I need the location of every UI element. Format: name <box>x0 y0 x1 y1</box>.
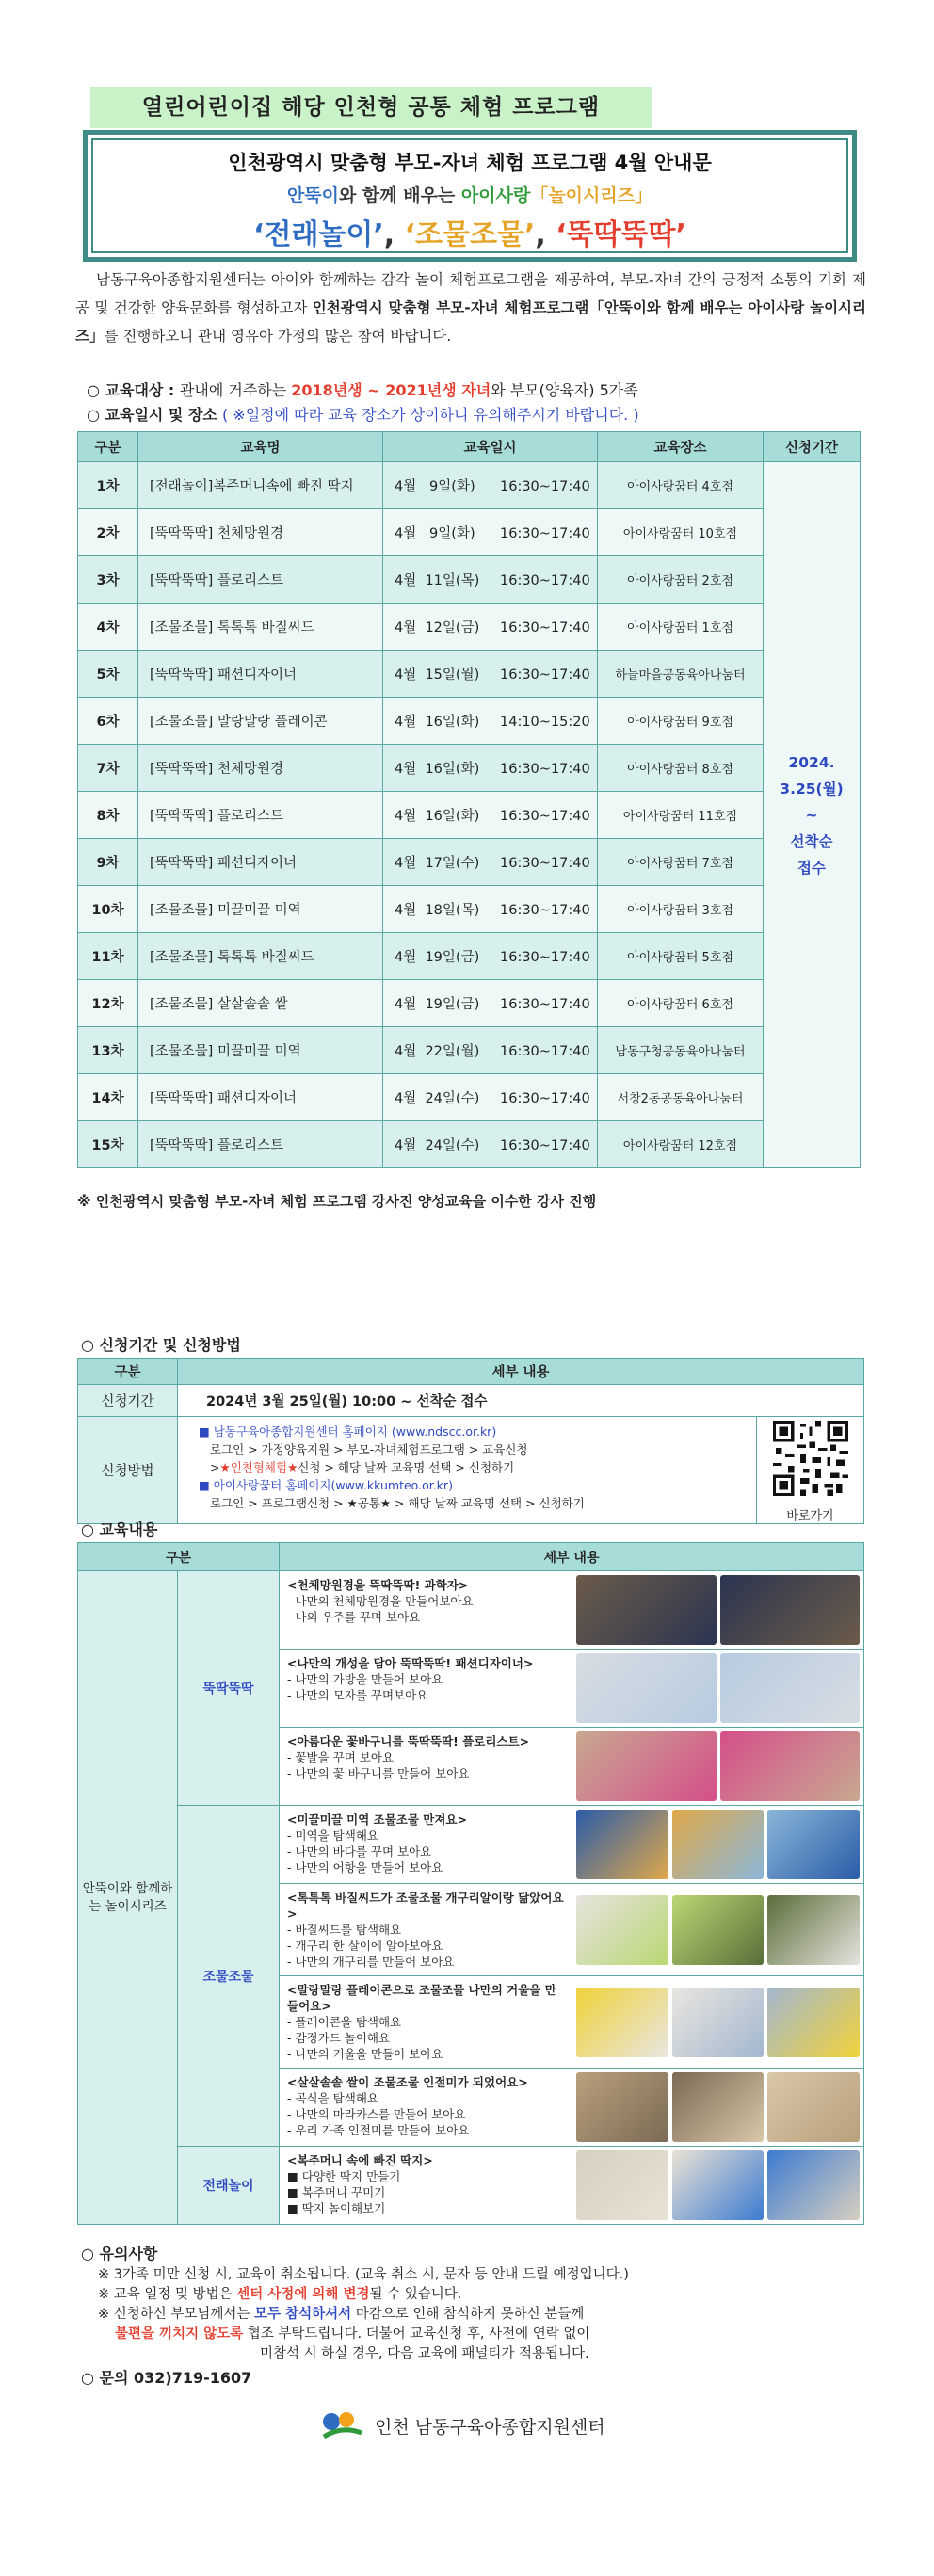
session-datetime <box>383 1027 598 1074</box>
session-date: 4월 12일(금) <box>395 620 480 636</box>
note-2: ※ 교육 일정 및 방법은 센터 사정에 의해 변경될 수 있습니다. <box>98 2287 462 2302</box>
activity-title: <나만의 개성을 담아 뚝딱뚝딱! 패션디자이너> <box>287 1656 534 1670</box>
activity-detail: - 감정카드 놀이해요 <box>287 2031 391 2045</box>
schedule-row <box>78 980 861 1027</box>
session-datetime <box>383 509 598 556</box>
note-3-highlight-2: 불편을 끼치지 않도록 <box>115 2326 244 2342</box>
session-datetime <box>383 980 598 1027</box>
content-group-name: 전래놀이 <box>178 2147 280 2225</box>
session-time: 16:30~17:40 <box>500 1138 590 1153</box>
target-text: 관내에 거주하는 <box>179 381 292 399</box>
program-title-ttukttak: ‘뚝딱뚝딱’ <box>556 218 686 251</box>
activity-detail: - 나만의 어항을 만들어 보아요 <box>287 1860 443 1875</box>
activity-title: <살살솔솔 쌀이 조물조물 인절미가 되었어요> <box>287 2075 528 2089</box>
session-number: 6차 <box>78 698 138 745</box>
session-date: 4월 19일(금) <box>395 997 480 1012</box>
schedule-table <box>77 431 861 1168</box>
schedule-row <box>78 1027 861 1074</box>
activity-detail: ■ 다양한 딱지 만들기 <box>287 2169 401 2183</box>
session-date: 4월 17일(수) <box>395 856 480 871</box>
session-time: 16:30~17:40 <box>500 809 590 824</box>
target-age-range: 2018년생 ~ 2021년생 자녀 <box>291 381 491 399</box>
activity-detail: - 플레이콘을 탐색해요 <box>287 2015 402 2029</box>
schedule-info-line <box>87 403 639 425</box>
contact: ○ 문의 032)719-1607 <box>81 2369 252 2387</box>
schedule-row <box>78 839 861 886</box>
session-name: [뚝딱뚝딱] 플로리스트 <box>138 556 383 604</box>
session-name: [조물조물] 톡톡톡 바질씨드 <box>138 933 383 980</box>
activity-detail: - 나만의 꽃 바구니를 만들어 보아요 <box>287 1766 470 1780</box>
program-titles <box>93 211 846 252</box>
session-name: [뚝딱뚝딱] 천체망원경 <box>138 509 383 556</box>
session-date: 4월 22일(월) <box>395 1044 480 1059</box>
session-datetime <box>383 745 598 792</box>
session-date: 4월 16일(화) <box>395 762 480 777</box>
title-inner <box>91 138 848 253</box>
schedule-row <box>78 933 861 980</box>
content-description <box>280 1806 572 1884</box>
period-value: 2024년 3월 25일(월) 10:00 ~ 선착순 접수 <box>178 1385 864 1417</box>
activity-photo-image <box>576 1988 668 2057</box>
intro-program-name: 인천광역시 맞춤형 부모-자녀 체험프로그램「안뚝이와 함께 배우는 아이사랑 놀이시리즈」 <box>75 299 866 345</box>
session-number: 10차 <box>78 886 138 933</box>
session-number: 15차 <box>78 1121 138 1168</box>
session-name: [조물조물] 살살솔솔 쌀 <box>138 980 383 1027</box>
session-number: 9차 <box>78 839 138 886</box>
session-time: 16:30~17:40 <box>500 903 590 918</box>
intro-paragraph <box>75 266 866 350</box>
content-row <box>78 1571 864 1650</box>
schedule-info-note: ( ※일정에 따라 교육 장소가 상이하니 유의해주시기 바랍니다. ) <box>221 406 639 424</box>
session-number: 2차 <box>78 509 138 556</box>
session-name: [뚝딱뚝딱] 패션디자이너 <box>138 1074 383 1121</box>
content-row <box>78 2147 864 2225</box>
note-3-highlight: 모두 참석하셔서 <box>254 2307 352 2322</box>
schedule-row <box>78 462 861 509</box>
activity-photo-image <box>672 2072 765 2142</box>
session-date: 4월 18일(목) <box>395 903 480 918</box>
subtitle-text: 와 함께 배우는 <box>338 185 461 206</box>
content-header-col1: 구분 <box>78 1543 280 1571</box>
session-name: [뚝딱뚝딱] 플로리스트 <box>138 1121 383 1168</box>
activity-detail: - 나만의 거울을 만들어 보아요 <box>287 2047 443 2061</box>
content-group-name: 뚝딱뚝딱 <box>178 1571 280 1806</box>
session-number: 3차 <box>78 556 138 604</box>
activity-photos <box>572 1976 864 2069</box>
session-time: 16:30~17:40 <box>500 856 590 871</box>
activity-detail: - 나의 우주를 꾸며 보아요 <box>287 1610 421 1624</box>
activity-detail: - 미역을 탐색해요 <box>287 1828 378 1843</box>
session-name: [조물조물] 말랑말랑 플레이콘 <box>138 698 383 745</box>
session-place: 하늘마을공동육아나눔터 <box>598 651 764 698</box>
session-place: 아이사랑꿈터 3호점 <box>598 886 764 933</box>
footer <box>318 2408 605 2442</box>
activity-detail: - 나만의 개구리를 만들어 보아요 <box>287 1955 455 1969</box>
activity-photo-image <box>576 1575 717 1645</box>
content-description <box>280 1884 572 1976</box>
url-kkumteo[interactable]: (www.kkumteo.or.kr) <box>330 1478 453 1492</box>
activity-detail: - 나만의 천체망원경을 만들어보아요 <box>287 1594 474 1608</box>
session-time: 16:30~17:40 <box>500 668 590 683</box>
content-group-name: 조물조물 <box>178 1806 280 2147</box>
intro-text: 남동구육아종합지원센터는 아이와 함께하는 감각 놀이 체험프로그램을 제공하여, 부모-자녀 간의 긍정적 소통의 기회 제공 및 건강한 양육문화를 형성하고자 <box>75 271 866 316</box>
intro-text-end: 를 진행하오니 관내 영유아 가정의 많은 참여 바랍니다. <box>104 328 452 345</box>
session-datetime <box>383 839 598 886</box>
session-name: [뚝딱뚝딱] 플로리스트 <box>138 792 383 839</box>
period-text: 접수 <box>797 859 826 877</box>
url-ndscc[interactable]: (www.ndscc.or.kr) <box>391 1425 497 1439</box>
apply-section-title: ○ 신청기간 및 신청방법 <box>81 1336 241 1354</box>
activity-detail: - 꽃발을 꾸며 보아요 <box>287 1750 395 1764</box>
subtitle-series: 「놀이시리즈」 <box>530 185 653 206</box>
period-text: ~ <box>805 806 818 824</box>
activity-detail: - 나만의 가방을 만들어 보아요 <box>287 1672 443 1686</box>
content-category: 안뚝이와 함께하는 놀이시리즈 <box>78 1571 178 2225</box>
activity-detail: - 곡식을 탐색해요 <box>287 2091 378 2105</box>
session-date: 4월 9일(화) <box>395 526 475 541</box>
session-place: 서창2동공동육아나눔터 <box>598 1074 764 1121</box>
session-date: 4월 16일(화) <box>395 809 480 824</box>
activity-photo-image <box>767 1988 860 2057</box>
session-place: 아이사랑꿈터 7호점 <box>598 839 764 886</box>
activity-photos <box>572 2069 864 2147</box>
activity-title: <아름다운 꽃바구니를 뚝딱뚝딱! 플로리스트> <box>287 1734 530 1748</box>
content-description <box>280 2069 572 2147</box>
activity-title: <톡톡톡 바질씨드가 조물조물 개구리알이랑 닮았어요> <box>287 1891 564 1921</box>
subtitle-mascot: 안뚝이 <box>286 185 339 206</box>
activity-title: <복주머니 속에 빠진 딱지> <box>287 2153 433 2167</box>
session-datetime <box>383 886 598 933</box>
method-details <box>178 1417 757 1524</box>
activity-photo-image <box>576 2072 668 2142</box>
notes-section <box>81 2244 872 2388</box>
footer-org-name: 인천 남동구육아종합지원센터 <box>375 2416 605 2438</box>
method-label: 신청방법 <box>78 1417 178 1524</box>
session-name: [조물조물] 톡톡톡 바질씨드 <box>138 604 383 651</box>
apply-table <box>77 1358 864 1524</box>
target-label: ○ 교육대상 : <box>87 381 180 399</box>
content-header-col2: 세부 내용 <box>280 1543 864 1571</box>
note-3: ※ 신청하신 부모님께서는 모두 참석하셔서 마감으로 인해 참석하지 못하신 분들께 <box>98 2307 585 2322</box>
session-time: 16:30~17:40 <box>500 573 590 588</box>
program-sep: , <box>535 218 556 251</box>
session-number: 11차 <box>78 933 138 980</box>
path-kkumteo: 로그인 > 프로그램신청 > ★공통★ > 해당 날짜 교육명 선택 > 신청하기 <box>210 1496 585 1510</box>
session-datetime <box>383 698 598 745</box>
period-text: 2024. <box>788 753 835 771</box>
session-time: 16:30~17:40 <box>500 1091 590 1106</box>
activity-detail: - 나만의 바다를 꾸며 보아요 <box>287 1844 432 1859</box>
header-period: 신청기간 <box>764 432 861 462</box>
activity-photo-image <box>672 2150 765 2220</box>
qr-cell[interactable] <box>757 1417 864 1524</box>
footnote: ※ 인천광역시 맞춤형 부모-자녀 체험 프로그램 강사진 양성교육을 이수한 강사 진행 <box>77 1193 597 1210</box>
activity-photos <box>572 2147 864 2225</box>
content-row <box>78 1806 864 1884</box>
schedule-row <box>78 556 861 604</box>
session-number: 1차 <box>78 462 138 509</box>
activity-photo-image <box>720 1575 861 1645</box>
session-time: 16:30~17:40 <box>500 1044 590 1059</box>
session-time: 16:30~17:40 <box>500 997 590 1012</box>
apply-header-col2: 세부 내용 <box>178 1359 864 1385</box>
session-datetime <box>383 556 598 604</box>
title-box <box>83 130 857 262</box>
period-label: 신청기간 <box>78 1385 178 1417</box>
session-name: [뚝딱뚝딱] 패션디자이너 <box>138 839 383 886</box>
program-title-traditional: ‘전래놀이’ <box>253 218 384 251</box>
session-number: 5차 <box>78 651 138 698</box>
session-time: 16:30~17:40 <box>500 479 590 494</box>
session-place: 아이사랑꿈터 11호점 <box>598 792 764 839</box>
activity-detail: - 바질씨드를 탐색해요 <box>287 1923 402 1937</box>
session-number: 4차 <box>78 604 138 651</box>
qr-code-icon[interactable] <box>773 1421 848 1496</box>
session-date: 4월 24일(수) <box>395 1138 480 1153</box>
schedule-row <box>78 745 861 792</box>
activity-photos <box>572 1884 864 1976</box>
note-3-end: 미참석 시 하실 경우, 다음 교육에 패널티가 적용됩니다. <box>260 2346 589 2361</box>
path-ndscc-1: 로그인 > 가정양육지원 > 부모-자녀체험프로그램 > 교육신청 <box>210 1442 528 1457</box>
header-datetime: 교육일시 <box>383 432 598 462</box>
schedule-row <box>78 792 861 839</box>
session-place: 아이사랑꿈터 5호점 <box>598 933 764 980</box>
session-place: 아이사랑꿈터 2호점 <box>598 556 764 604</box>
link-ndscc[interactable]: ■ 남동구육아종합지원센터 홈페이지 <box>199 1425 388 1439</box>
session-place: 아이사랑꿈터 12호점 <box>598 1121 764 1168</box>
activity-photo-image <box>576 1653 717 1723</box>
session-date: 4월 15일(월) <box>395 668 480 683</box>
session-time: 14:10~15:20 <box>500 715 590 730</box>
session-date: 4월 19일(금) <box>395 950 480 965</box>
session-date: 4월 24일(수) <box>395 1091 480 1106</box>
schedule-row <box>78 1074 861 1121</box>
activity-photo-image <box>576 1895 668 1965</box>
activity-photos <box>572 1571 864 1650</box>
program-title-jomul: ‘조물조물’ <box>404 218 536 251</box>
activity-photos <box>572 1728 864 1806</box>
session-datetime <box>383 792 598 839</box>
activity-photo-image <box>672 1895 765 1965</box>
content-description <box>280 1976 572 2069</box>
session-place: 아이사랑꿈터 6호점 <box>598 980 764 1027</box>
subtitle <box>93 182 846 207</box>
period-text: 3.25(월) <box>780 780 844 797</box>
activity-photo-image <box>767 1810 860 1879</box>
schedule-body <box>78 462 861 1168</box>
program-sep: , <box>383 218 405 251</box>
incheon-tag: ★인천형체험★ <box>219 1460 298 1474</box>
session-datetime <box>383 462 598 509</box>
activity-detail: - 우리 가족 인절미를 만들어 보아요 <box>287 2123 470 2137</box>
activity-photo-image <box>767 2072 860 2142</box>
activity-photo-image <box>576 2150 668 2220</box>
activity-detail: ■ 복주머니 꾸미기 <box>287 2185 386 2199</box>
session-place: 아이사랑꿈터 8호점 <box>598 745 764 792</box>
header-name: 교육명 <box>138 432 383 462</box>
session-date: 4월 16일(화) <box>395 715 480 730</box>
schedule-row <box>78 886 861 933</box>
session-place: 남동구청공동육아나눔터 <box>598 1027 764 1074</box>
qr-label[interactable]: 바로가기 <box>786 1509 834 1523</box>
application-period <box>764 462 861 1168</box>
session-time: 16:30~17:40 <box>500 762 590 777</box>
content-section-title: ○ 교육내용 <box>81 1521 158 1538</box>
activity-detail: ■ 딱지 놀이해보기 <box>287 2201 386 2215</box>
session-time: 16:30~17:40 <box>500 950 590 965</box>
session-number: 13차 <box>78 1027 138 1074</box>
content-description <box>280 1650 572 1728</box>
schedule-row <box>78 698 861 745</box>
session-date: 4월 9일(화) <box>395 479 475 494</box>
activity-photo-image <box>672 1810 765 1879</box>
session-datetime <box>383 1121 598 1168</box>
activity-photos <box>572 1650 864 1728</box>
activity-photo-image <box>672 1988 765 2057</box>
session-name: [뚝딱뚝딱] 천체망원경 <box>138 745 383 792</box>
session-number: 12차 <box>78 980 138 1027</box>
activity-detail: - 나만의 모자를 꾸며보아요 <box>287 1688 428 1702</box>
top-banner: 열린어린이집 해당 인천형 공통 체험 프로그램 <box>90 87 652 128</box>
session-name: [조물조물] 미끌미끌 미역 <box>138 1027 383 1074</box>
session-number: 7차 <box>78 745 138 792</box>
session-place: 아이사랑꿈터 4호점 <box>598 462 764 509</box>
schedule-row <box>78 509 861 556</box>
session-time: 16:30~17:40 <box>500 620 590 636</box>
note-1: ※ 3가족 미만 신청 시, 교육이 취소됩니다. (교육 취소 시, 문자 등 안내 드릴 예정입니다.) <box>98 2267 629 2282</box>
activity-photo-image <box>576 1731 717 1801</box>
note-2-highlight: 센터 사정에 의해 변경 <box>236 2287 370 2302</box>
activity-title: <천체망원경을 뚝딱뚝딱! 과학자> <box>287 1578 469 1592</box>
schedule-info-label: ○ 교육일시 및 장소 <box>87 406 217 424</box>
content-description <box>280 2147 572 2225</box>
activity-photos <box>572 1806 864 1884</box>
session-place: 아이사랑꿈터 9호점 <box>598 698 764 745</box>
target-text-end: 와 부모(양육자) 5가족 <box>491 381 638 399</box>
note-3-cont: 불편을 끼치지 않도록 협조 부탁드립니다. 더불어 교육신청 후, 사전에 연락 없이 <box>115 2326 590 2342</box>
notes-title: ○ 유의사항 <box>81 2245 158 2262</box>
schedule-row <box>78 604 861 651</box>
activity-photo-image <box>720 1653 861 1723</box>
session-datetime <box>383 651 598 698</box>
link-kkumteo[interactable]: ■ 아이사랑꿈터 홈페이지 <box>199 1478 331 1492</box>
subtitle-brand: 아이사랑 <box>460 185 531 206</box>
target-line <box>87 378 638 400</box>
session-number: 8차 <box>78 792 138 839</box>
session-datetime <box>383 1074 598 1121</box>
apply-header-col1: 구분 <box>78 1359 178 1385</box>
header-place: 교육장소 <box>598 432 764 462</box>
schedule-row <box>78 651 861 698</box>
session-datetime <box>383 604 598 651</box>
activity-photo-image <box>767 1895 860 1965</box>
content-description <box>280 1571 572 1650</box>
content-table <box>77 1542 864 2225</box>
session-datetime <box>383 933 598 980</box>
activity-photo-image <box>720 1731 861 1801</box>
session-time: 16:30~17:40 <box>500 526 590 541</box>
content-description <box>280 1728 572 1806</box>
center-logo-icon <box>318 2408 365 2442</box>
session-place: 아이사랑꿈터 10호점 <box>598 509 764 556</box>
schedule-row <box>78 1121 861 1168</box>
session-number: 14차 <box>78 1074 138 1121</box>
period-text: 선착순 <box>790 832 833 850</box>
activity-photo-image <box>576 1810 668 1879</box>
activity-photo-image <box>767 2150 860 2220</box>
session-place: 아이사랑꿈터 1호점 <box>598 604 764 651</box>
main-title: 인천광역시 맞춤형 부모-자녀 체험 프로그램 4월 안내문 <box>228 152 712 174</box>
session-date: 4월 11일(목) <box>395 573 480 588</box>
header-no: 구분 <box>78 432 138 462</box>
activity-title: <말랑말랑 플레이콘으로 조물조물 나만의 거울을 만들어요> <box>287 1983 556 2013</box>
activity-detail: - 나만의 마라카스를 만들어 보아요 <box>287 2107 466 2121</box>
session-name: [전래놀이]복주머니속에 빠진 딱지 <box>138 462 383 509</box>
session-name: [조물조물] 미끌미끌 미역 <box>138 886 383 933</box>
schedule-header-row <box>78 432 861 462</box>
activity-detail: - 개구리 한 살이에 알아보아요 <box>287 1939 443 1953</box>
session-name: [뚝딱뚝딱] 패션디자이너 <box>138 651 383 698</box>
activity-title: <미끌미끌 미역 조물조물 만져요> <box>287 1812 467 1827</box>
path-ndscc-2: >★인천형체험★신청 > 해당 날짜 교육명 선택 > 신청하기 <box>210 1460 515 1474</box>
